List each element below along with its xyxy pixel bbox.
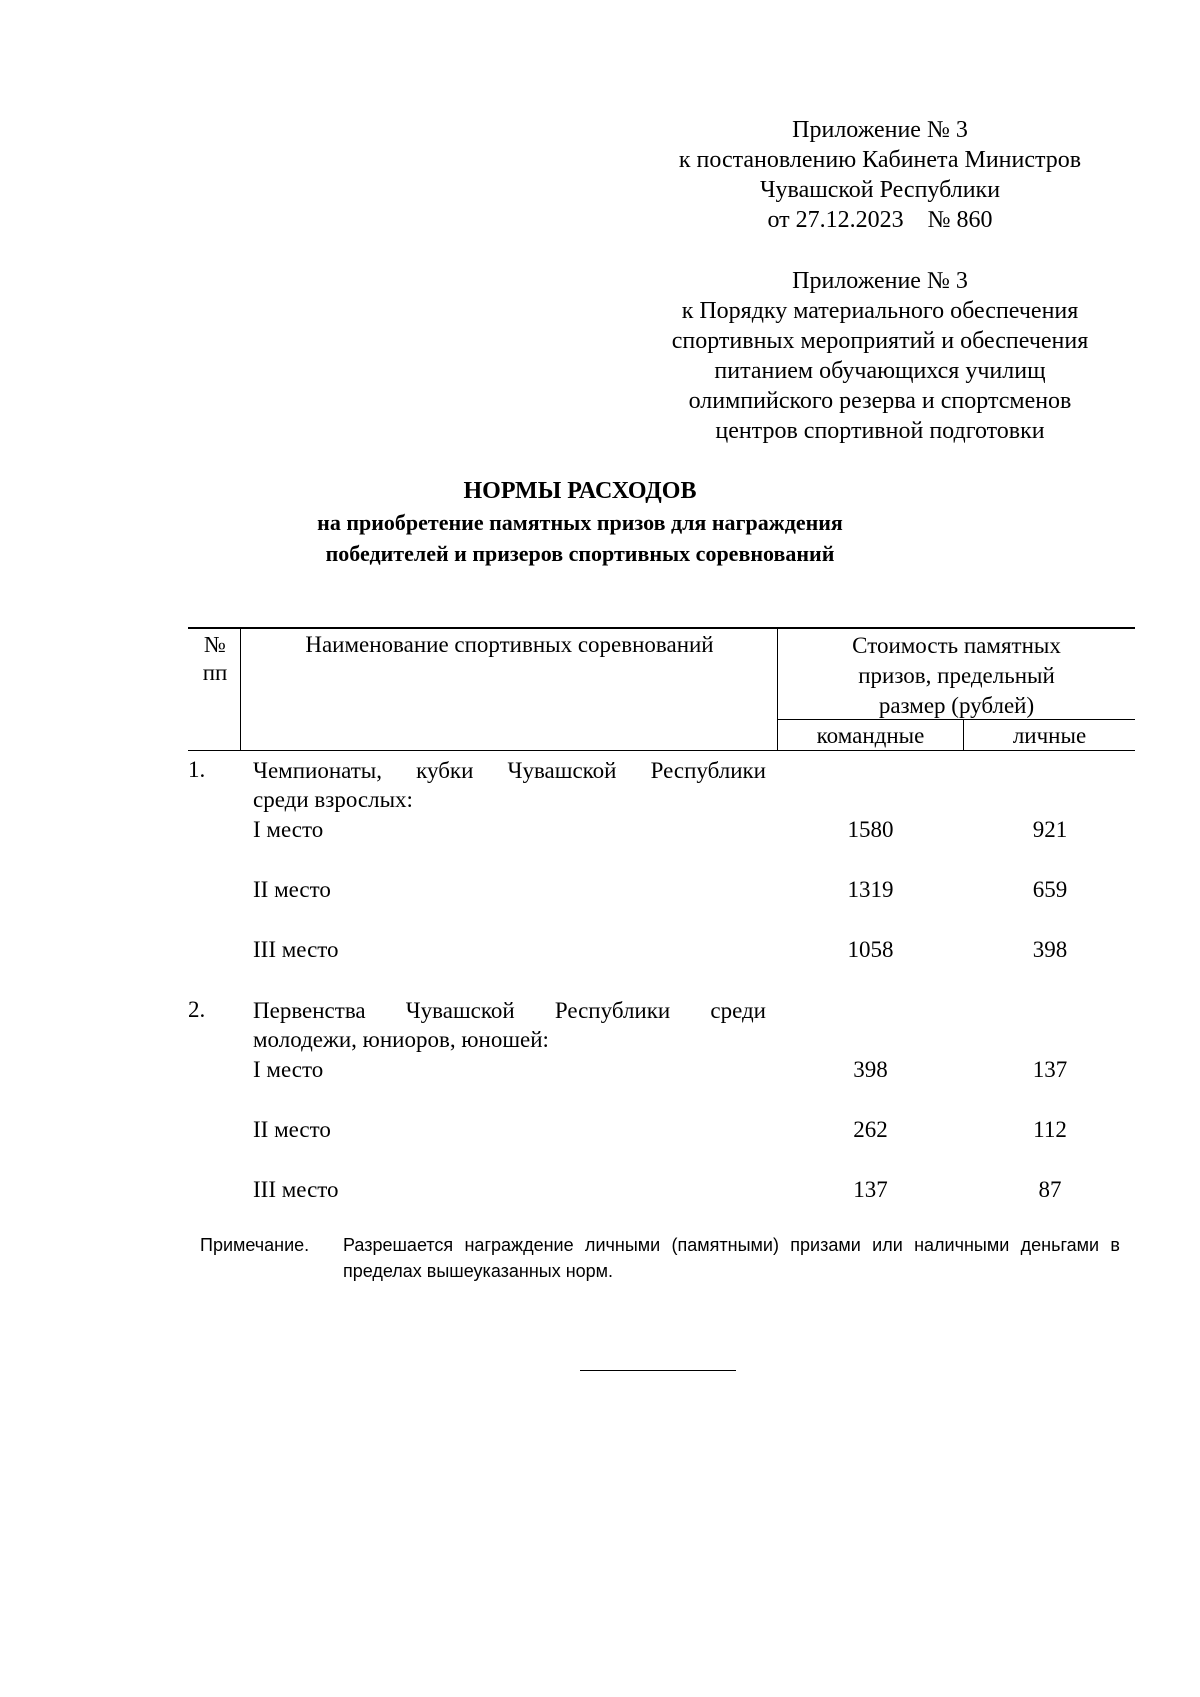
personal-cost-value: 921 — [1032, 817, 1068, 842]
note-text: Разрешается награждение личными (памятными) призами или наличными деньгами в пределах вышеуказанных норм. — [343, 1235, 1120, 1281]
place-label: III место — [253, 937, 339, 962]
document-title — [200, 475, 960, 569]
annex-resolution-reference — [640, 115, 1120, 235]
table-column-divider — [963, 720, 964, 751]
title-subtitle-line: на приобретение памятных призов для награждения — [317, 510, 843, 535]
annex-resolution-line: Чувашской Республики — [759, 177, 1001, 203]
annex-resolution-line: Приложение № 3 — [792, 117, 968, 143]
annex-procedure-line: питанием обучающихся училищ — [714, 358, 1046, 384]
place-label: II место — [253, 877, 331, 902]
personal-cost-value: 137 — [1032, 1057, 1068, 1082]
place-label: I место — [253, 1057, 324, 1082]
annex-procedure-line: спортивных мероприятий и обеспечения — [671, 328, 1089, 354]
team-cost-value: 137 — [853, 1177, 888, 1202]
annex-procedure-line: Приложение № 3 — [792, 268, 968, 294]
place-label: II место — [253, 1117, 331, 1142]
table-column-divider — [777, 627, 778, 751]
row-name-line: среди взрослых: — [253, 787, 413, 812]
annex-procedure-line: к Порядку материального обеспечения — [681, 298, 1079, 324]
header-cost-line: Стоимость памятных — [852, 633, 1061, 658]
table-header-subdivider — [777, 719, 1135, 720]
table-header-bottom-border — [188, 750, 1135, 751]
row-number: 1. — [188, 757, 206, 782]
team-cost-value: 1580 — [847, 817, 894, 842]
table-top-border — [188, 627, 1135, 629]
annex-procedure-line: центров спортивной подготовки — [715, 418, 1045, 444]
annex-resolution-line: к постановлению Кабинета Министров — [678, 147, 1082, 173]
team-cost-value: 398 — [853, 1057, 888, 1082]
place-label: I место — [253, 817, 324, 842]
row-name-line: Чемпионаты, кубки Чувашской Республики — [253, 758, 766, 783]
closing-rule — [580, 1370, 736, 1371]
header-competition-name: Наименование спортивных соревнований — [305, 632, 714, 657]
personal-cost-value: 87 — [1038, 1177, 1062, 1202]
annex-procedure-line: олимпийского резерва и спортсменов — [688, 388, 1072, 414]
title-subtitle-line: победителей и призеров спортивных соревнований — [325, 541, 835, 566]
row-competition-name — [253, 996, 766, 1054]
note-label: Примечание. — [200, 1235, 310, 1255]
title-main: НОРМЫ РАСХОДОВ — [463, 478, 697, 504]
header-cost-line: размер (рублей) — [878, 693, 1035, 718]
header-number-line: № — [204, 632, 226, 657]
row-competition-name — [253, 756, 766, 814]
personal-cost-value: 398 — [1032, 937, 1068, 962]
header-number — [192, 631, 238, 687]
table-column-divider — [240, 627, 241, 751]
row-number: 2. — [188, 997, 206, 1022]
annex-procedure-reference — [640, 266, 1120, 446]
header-personal: личные — [1012, 723, 1087, 748]
row-name-line: молодежи, юниоров, юношей: — [253, 1027, 549, 1052]
personal-cost-value: 112 — [1033, 1117, 1067, 1142]
team-cost-value: 1319 — [847, 877, 894, 902]
header-number-line: пп — [202, 660, 228, 685]
team-cost-value: 262 — [853, 1117, 888, 1142]
place-label: III место — [253, 1177, 339, 1202]
header-cost-line: призов, предельный — [858, 663, 1055, 688]
header-team: командные — [816, 723, 925, 748]
header-cost — [778, 631, 1135, 721]
personal-cost-value: 659 — [1032, 877, 1068, 902]
row-name-line: Первенства Чувашской Республики среди — [253, 998, 766, 1023]
annex-resolution-date-number: от 27.12.2023 № 860 — [767, 207, 993, 233]
team-cost-value: 1058 — [847, 937, 894, 962]
